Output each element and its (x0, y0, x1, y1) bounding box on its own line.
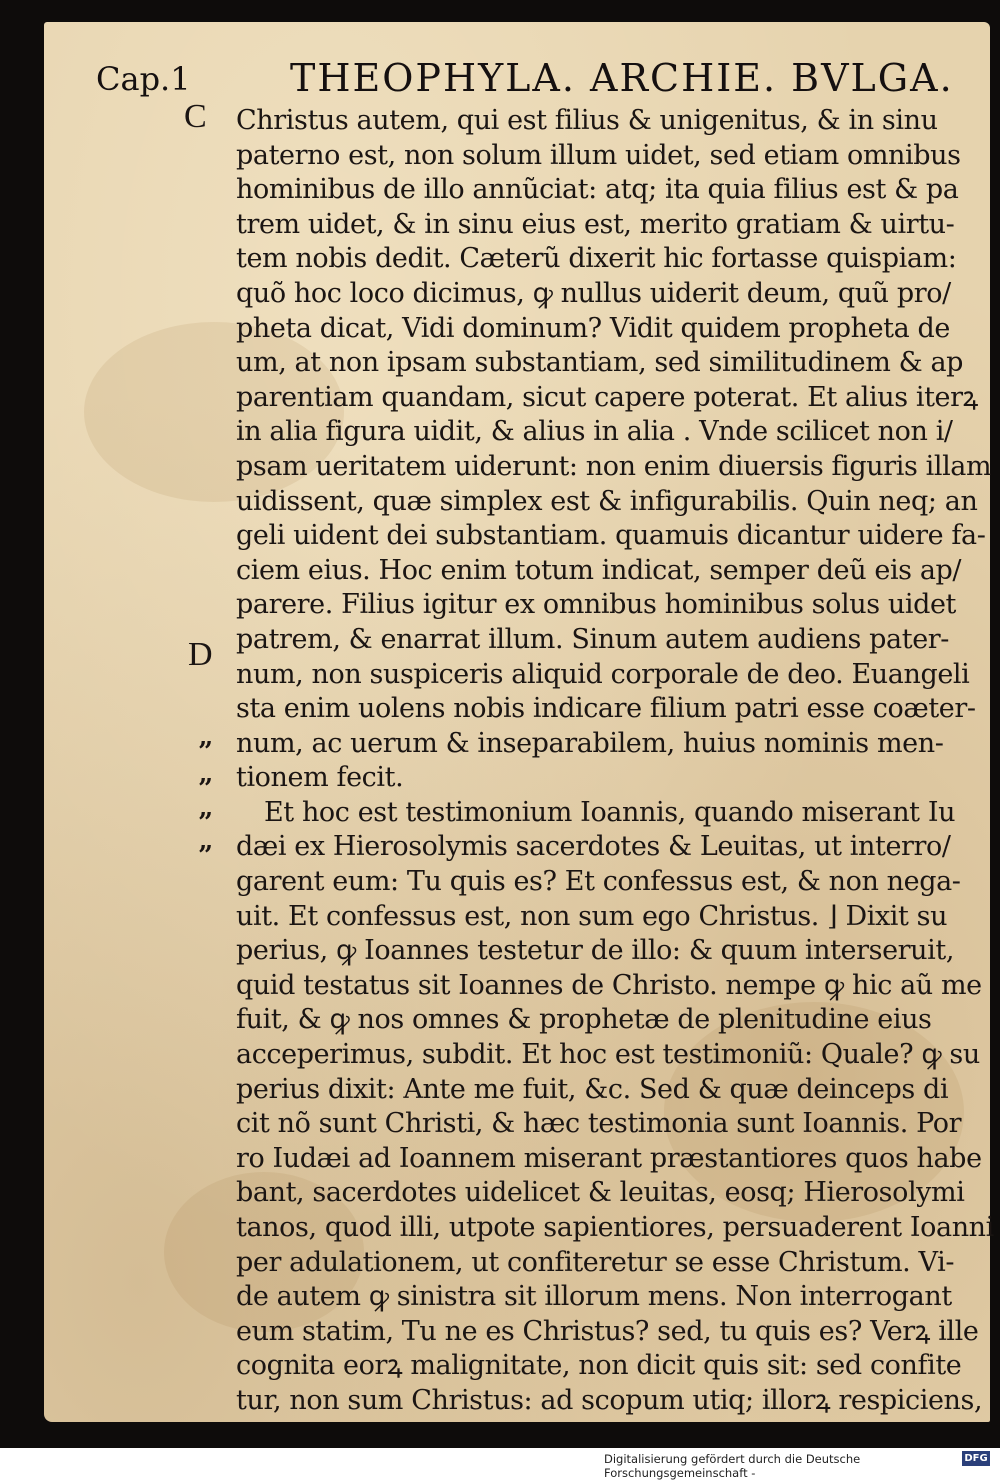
margin-quote-mark: ” (198, 737, 213, 767)
text-line: fuit, & ꝙ nos omnes & prophetæ de plenitudine eius (236, 1004, 932, 1036)
text-line: eum statim, Tu ne es Christus? sed, tu quis es? Verꝝ ille (236, 1315, 979, 1347)
text-line: dæi ex Hierosolymis sacerdotes & Leuitas, ut interro/ (236, 831, 951, 863)
text-line: ro Iudæi ad Ioannem miserant præstantiores quos habe (236, 1142, 982, 1174)
text-line: patrem, & enarrat illum. Sinum autem audiens pater- (236, 623, 950, 655)
text-line: acceperimus, subdit. Et hoc est testimoniũ: Quale? ꝙ su (236, 1039, 980, 1071)
margin-quote-mark: ” (198, 841, 213, 871)
text-line: cit nõ sunt Christi, & hæc testimonia sunt Ioannis. Por (236, 1108, 962, 1140)
text-line: hominibus de illo annũciat: atq; ita quia filius est & pa (236, 174, 959, 206)
text-line: tionem fecit. (236, 762, 404, 794)
text-line: psam ueritatem uiderunt: non enim diuersis figuris illam (236, 450, 992, 482)
text-line: uit. Et confessus est, non sum ego Christus. ⌋ Dixit su (236, 900, 948, 932)
text-line: bant, sacerdotes uidelicet & leuitas, eosq; Hierosolymi (236, 1177, 965, 1209)
text-line: Et hoc est testimonium Ioannis, quando miserant Iu (264, 796, 956, 828)
text-line: parere. Filius igitur ex omnibus hominibus solus uidet (236, 589, 956, 621)
text-line: trem uidet, & in sinu eius est, merito gratiam & uirtu- (236, 208, 955, 240)
text-line: perius, ꝙ Ioannes testetur de illo: & quum interseruit, (236, 935, 955, 967)
text-line: geli uident dei substantiam. quamuis dicantur uidere fa- (236, 520, 986, 552)
text-line: uidissent, quæ simplex est & infigurabilis. Quin neq; an (236, 485, 978, 517)
text-line: Christus autem, qui est filius & unigenitus, & in sinu (236, 105, 938, 136)
text-line: paterno est, non solum illum uidet, sed etiam omnibus (236, 139, 961, 171)
margin-quote-mark: ” (198, 774, 213, 804)
text-line: um, at non ipsam substantiam, sed similitudinem & ap (236, 347, 964, 379)
text-line: pheta dicat, Vidi dominum? Vidit quidem propheta de (236, 312, 950, 344)
body-text (236, 104, 994, 1419)
text-line: garent eum: Tu quis es? Et confessus est, & non nega- (236, 866, 961, 898)
margin-letter-c: C (184, 98, 207, 135)
text-line: tur, non sum Christus: ad scopum utiq; illorꝝ respiciens, (236, 1384, 983, 1416)
text-line: sta enim uolens nobis indicare filium patri esse coæter- (236, 693, 976, 725)
running-head: THEOPHYLA. ARCHIE. BVLGA. (290, 56, 954, 100)
text-line: tem nobis dedit. Cæterũ dixerit hic fortasse quispiam: (236, 243, 957, 275)
text-line: num, non suspiceris aliquid corporale de deo. Euangeli (236, 658, 970, 690)
text-line: per adulationem, ut confiteretur se esse Christum. Vi- (236, 1246, 955, 1278)
text-line: perius dixit: Ante me fuit, &c. Sed & quæ deinceps di (236, 1073, 949, 1105)
text-line: cognita eorꝝ malignitate, non dicit quis sit: sed confite (236, 1350, 962, 1382)
text-line: num, ac uerum & inseparabilem, huius nominis men- (236, 727, 944, 759)
digitization-credit: Digitalisierung gefördert durch die Deutsche Forschungsgemeinschaft - (604, 1452, 861, 1480)
text-line: quid testatus sit Ioannes de Christo. nempe ꝙ hic aũ me (236, 969, 982, 1001)
text-line: de autem ꝙ sinistra sit illorum mens. Non interrogant (236, 1281, 952, 1313)
dfg-logo: DFG (962, 1451, 990, 1466)
margin-quote-mark: ” (198, 808, 213, 838)
margin-letter-d: D (188, 636, 213, 673)
text-line: in alia figura uidit, & alius in alia . Vnde scilicet non i/ (236, 416, 953, 448)
text-line: ciem eius. Hoc enim totum indicat, semper deũ eis ap/ (236, 554, 962, 586)
text-line: quõ hoc loco dicimus, ꝙ nullus uiderit deum, quũ pro/ (236, 277, 951, 309)
text-line: tanos, quod illi, utpote sapientiores, persuaderent Ioanni (236, 1212, 994, 1243)
chapter-marker: Cap.1 (96, 60, 191, 98)
text-line: parentiam quandam, sicut capere poterat. Et alius iterꝝ (236, 381, 978, 413)
